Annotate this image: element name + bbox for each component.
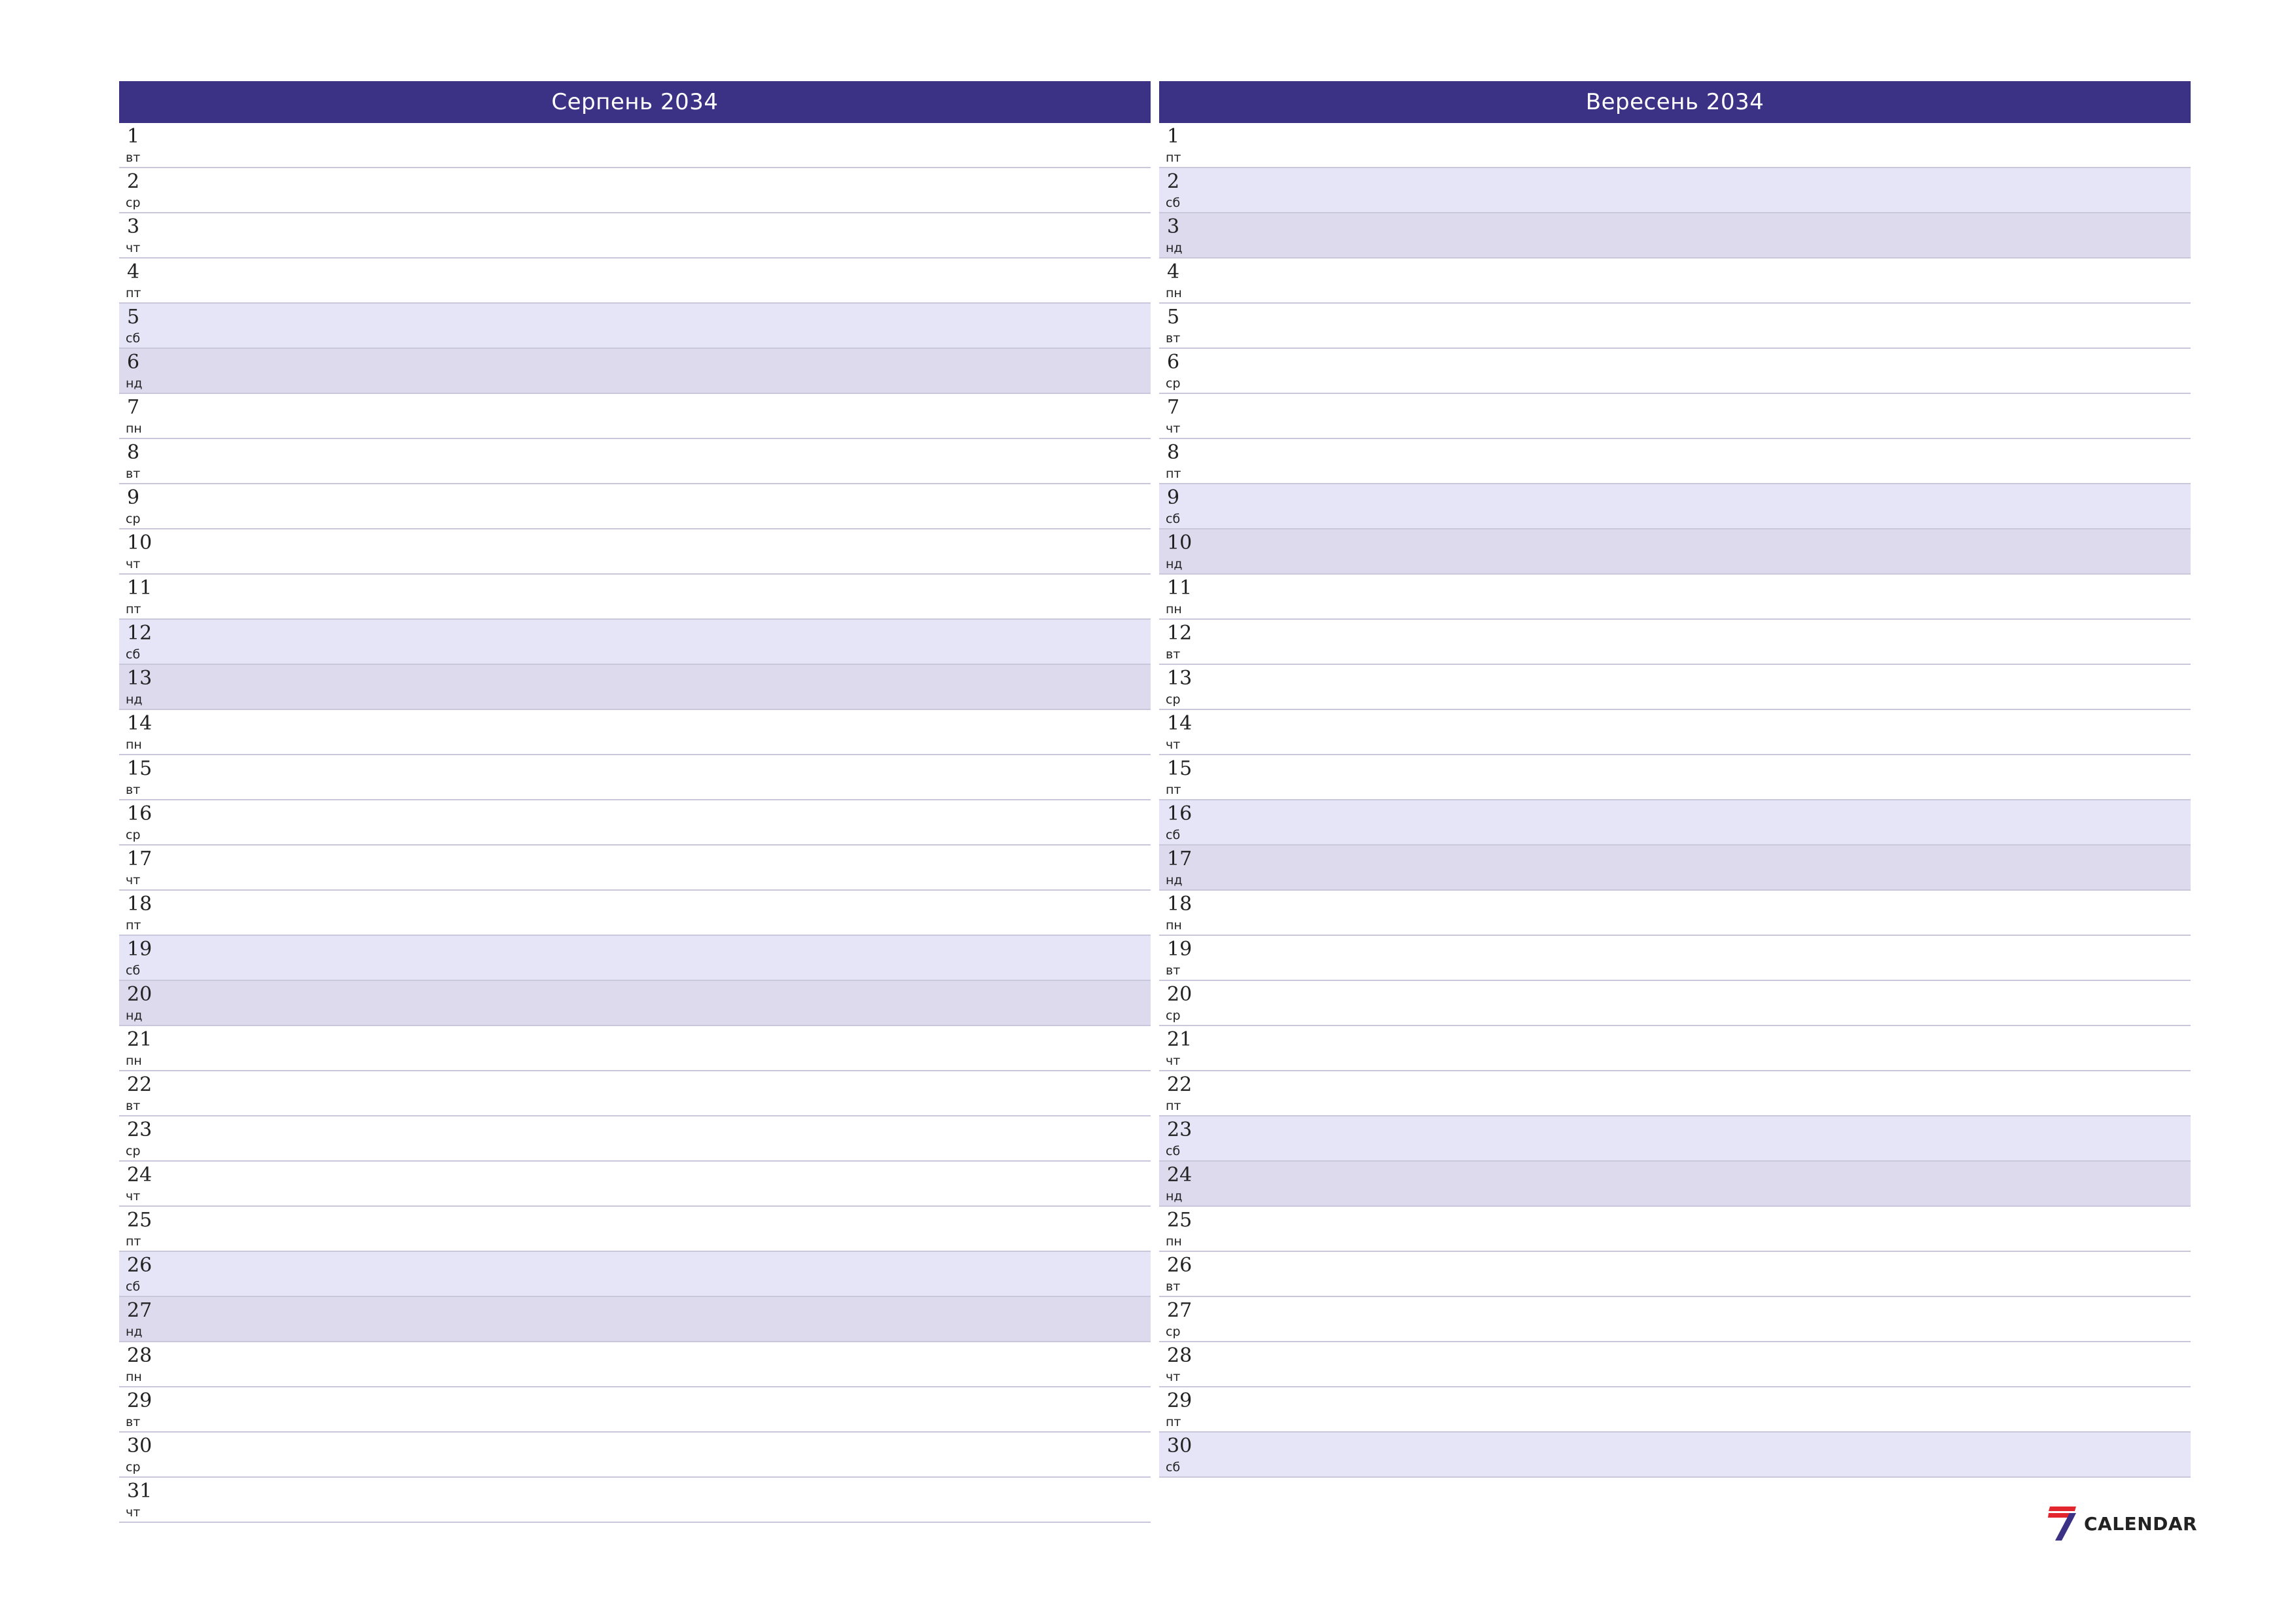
weekday-label: ср xyxy=(126,1144,141,1158)
weekday-label: пн xyxy=(126,738,142,752)
day-row xyxy=(1159,1162,2191,1207)
weekday-label: сб xyxy=(1166,1460,1181,1474)
day-list xyxy=(1159,123,2191,1478)
day-number: 23 xyxy=(127,1118,152,1141)
day-number: 13 xyxy=(127,667,152,690)
day-number: 21 xyxy=(1167,1028,1193,1051)
day-number: 18 xyxy=(127,893,152,916)
weekday-label: сб xyxy=(1166,196,1181,210)
day-row xyxy=(1159,1342,2191,1387)
day-row xyxy=(1159,1433,2191,1478)
weekday-label: пн xyxy=(126,421,142,436)
day-number: 29 xyxy=(1167,1389,1193,1412)
weekday-label: чт xyxy=(126,1505,141,1520)
day-row xyxy=(1159,1297,2191,1342)
day-number: 20 xyxy=(1167,983,1193,1006)
weekday-label: чт xyxy=(1166,738,1181,752)
weekday-label: чт xyxy=(126,1189,141,1204)
weekday-label: пн xyxy=(126,1054,142,1068)
day-row xyxy=(119,168,1151,213)
day-row xyxy=(1159,891,2191,936)
day-row xyxy=(1159,800,2191,846)
day-number: 26 xyxy=(1167,1254,1193,1277)
day-row xyxy=(1159,981,2191,1026)
day-row xyxy=(119,259,1151,304)
weekday-label: сб xyxy=(126,331,141,346)
weekday-label: сб xyxy=(1166,828,1181,842)
day-row xyxy=(1159,349,2191,394)
day-number: 12 xyxy=(127,622,152,645)
day-row xyxy=(119,439,1151,484)
day-number: 31 xyxy=(127,1480,152,1503)
day-row xyxy=(1159,1116,2191,1162)
day-row xyxy=(1159,394,2191,439)
day-number: 4 xyxy=(127,260,140,283)
day-row xyxy=(1159,1252,2191,1297)
day-row xyxy=(1159,710,2191,755)
day-number: 18 xyxy=(1167,893,1193,916)
day-number: 1 xyxy=(127,125,140,148)
day-number: 24 xyxy=(127,1164,152,1186)
day-row xyxy=(1159,620,2191,665)
day-number: 10 xyxy=(1167,531,1193,554)
day-row xyxy=(1159,575,2191,620)
day-row xyxy=(1159,213,2191,259)
day-row xyxy=(119,1387,1151,1433)
day-row xyxy=(119,665,1151,710)
day-row xyxy=(1159,123,2191,168)
day-row xyxy=(119,800,1151,846)
day-number: 8 xyxy=(127,441,140,464)
weekday-label: сб xyxy=(126,963,141,978)
day-number: 19 xyxy=(127,938,152,961)
weekday-label: нд xyxy=(1166,1189,1183,1204)
weekday-label: пт xyxy=(126,286,141,300)
day-number: 6 xyxy=(127,351,140,374)
day-row xyxy=(1159,665,2191,710)
weekday-label: сб xyxy=(126,647,141,662)
day-row xyxy=(119,846,1151,891)
day-row xyxy=(1159,259,2191,304)
weekday-label: сб xyxy=(1166,512,1181,526)
day-number: 22 xyxy=(127,1073,152,1096)
day-row xyxy=(1159,439,2191,484)
day-row xyxy=(1159,1071,2191,1116)
day-number: 17 xyxy=(127,847,152,870)
day-number: 7 xyxy=(127,396,140,419)
day-row xyxy=(119,1297,1151,1342)
day-row xyxy=(119,575,1151,620)
seven-logo-icon xyxy=(2047,1505,2077,1542)
weekday-label: чт xyxy=(126,873,141,887)
weekday-label: вт xyxy=(1166,331,1181,346)
day-row xyxy=(1159,846,2191,891)
weekday-label: нд xyxy=(1166,873,1183,887)
day-number: 8 xyxy=(1167,441,1180,464)
day-row xyxy=(119,1071,1151,1116)
day-row xyxy=(119,1162,1151,1207)
day-number: 9 xyxy=(1167,486,1180,509)
day-number: 6 xyxy=(1167,351,1180,374)
weekday-label: вт xyxy=(126,1099,141,1113)
day-number: 26 xyxy=(127,1254,152,1277)
weekday-label: пн xyxy=(1166,286,1182,300)
weekday-label: пт xyxy=(126,918,141,933)
day-row xyxy=(119,213,1151,259)
weekday-label: пт xyxy=(1166,783,1181,797)
weekday-label: вт xyxy=(126,783,141,797)
weekday-label: пт xyxy=(1166,467,1181,481)
weekday-label: нд xyxy=(1166,557,1183,571)
day-row xyxy=(119,710,1151,755)
day-number: 25 xyxy=(127,1209,152,1232)
weekday-label: пт xyxy=(126,1234,141,1249)
day-row xyxy=(119,936,1151,981)
day-row xyxy=(119,1207,1151,1252)
day-number: 19 xyxy=(1167,938,1193,961)
day-number: 3 xyxy=(1167,215,1180,238)
day-number: 21 xyxy=(127,1028,152,1051)
weekday-label: пн xyxy=(1166,602,1182,616)
weekday-label: сб xyxy=(1166,1144,1181,1158)
day-number: 2 xyxy=(127,170,140,193)
day-number: 2 xyxy=(1167,170,1180,193)
month-august xyxy=(119,81,1151,1523)
day-number: 14 xyxy=(127,712,152,735)
weekday-label: чт xyxy=(1166,421,1181,436)
day-number: 15 xyxy=(127,757,152,780)
day-row xyxy=(1159,484,2191,529)
day-number: 24 xyxy=(1167,1164,1193,1186)
weekday-label: вт xyxy=(126,1415,141,1429)
day-row xyxy=(119,529,1151,575)
day-row xyxy=(119,123,1151,168)
day-row xyxy=(1159,529,2191,575)
day-number: 10 xyxy=(127,531,152,554)
weekday-label: ср xyxy=(1166,1325,1181,1339)
weekday-label: вт xyxy=(126,151,141,165)
weekday-label: чт xyxy=(1166,1054,1181,1068)
month-header: Вересень 2034 xyxy=(1159,81,2191,123)
weekday-label: вт xyxy=(126,467,141,481)
day-number: 15 xyxy=(1167,757,1193,780)
weekday-label: пт xyxy=(126,602,141,616)
day-number: 16 xyxy=(1167,802,1193,825)
day-row xyxy=(1159,1026,2191,1071)
day-number: 20 xyxy=(127,983,152,1006)
weekday-label: ср xyxy=(126,828,141,842)
weekday-label: ср xyxy=(126,512,141,526)
weekday-label: ср xyxy=(1166,692,1181,707)
day-row xyxy=(1159,304,2191,349)
day-number: 28 xyxy=(1167,1344,1193,1367)
day-row xyxy=(1159,1387,2191,1433)
day-row xyxy=(119,304,1151,349)
weekday-label: нд xyxy=(126,376,143,391)
month-september xyxy=(1159,81,2191,1478)
weekday-label: пн xyxy=(1166,918,1182,933)
logo-text: CALENDAR xyxy=(2084,1512,2198,1535)
day-number: 14 xyxy=(1167,712,1193,735)
day-number: 11 xyxy=(127,577,152,599)
day-row xyxy=(119,1478,1151,1523)
day-row xyxy=(119,1116,1151,1162)
day-number: 1 xyxy=(1167,125,1180,148)
weekday-label: вт xyxy=(1166,647,1181,662)
day-number: 13 xyxy=(1167,667,1193,690)
day-row xyxy=(119,755,1151,800)
weekday-label: пн xyxy=(126,1370,142,1384)
day-row xyxy=(119,1342,1151,1387)
weekday-label: нд xyxy=(1166,241,1183,255)
day-number: 7 xyxy=(1167,396,1180,419)
day-number: 30 xyxy=(127,1435,152,1457)
weekday-label: нд xyxy=(126,1325,143,1339)
day-number: 11 xyxy=(1167,577,1193,599)
day-row xyxy=(119,1026,1151,1071)
day-number: 25 xyxy=(1167,1209,1193,1232)
day-number: 3 xyxy=(127,215,140,238)
day-row xyxy=(1159,755,2191,800)
day-number: 27 xyxy=(127,1299,152,1322)
day-number: 30 xyxy=(1167,1435,1193,1457)
weekday-label: пт xyxy=(1166,151,1181,165)
day-number: 12 xyxy=(1167,622,1193,645)
day-row xyxy=(1159,1207,2191,1252)
weekday-label: пт xyxy=(1166,1099,1181,1113)
day-row xyxy=(119,891,1151,936)
weekday-label: ср xyxy=(126,196,141,210)
day-number: 9 xyxy=(127,486,140,509)
day-list xyxy=(119,123,1151,1523)
weekday-label: вт xyxy=(1166,963,1181,978)
day-number: 16 xyxy=(127,802,152,825)
day-number: 5 xyxy=(127,306,140,329)
day-number: 29 xyxy=(127,1389,152,1412)
day-row xyxy=(119,1433,1151,1478)
day-row xyxy=(119,394,1151,439)
day-number: 4 xyxy=(1167,260,1180,283)
calendar-logo xyxy=(2047,1505,2197,1542)
day-number: 22 xyxy=(1167,1073,1193,1096)
day-row xyxy=(119,349,1151,394)
weekday-label: нд xyxy=(126,692,143,707)
day-row xyxy=(119,981,1151,1026)
day-number: 28 xyxy=(127,1344,152,1367)
day-number: 23 xyxy=(1167,1118,1193,1141)
day-row xyxy=(119,484,1151,529)
day-number: 27 xyxy=(1167,1299,1193,1322)
day-number: 5 xyxy=(1167,306,1180,329)
weekday-label: пн xyxy=(1166,1234,1182,1249)
weekday-label: ср xyxy=(1166,376,1181,391)
day-row xyxy=(119,1252,1151,1297)
month-header: Серпень 2034 xyxy=(119,81,1151,123)
weekday-label: чт xyxy=(126,241,141,255)
day-row xyxy=(119,620,1151,665)
weekday-label: вт xyxy=(1166,1279,1181,1294)
day-row xyxy=(1159,936,2191,981)
weekday-label: ср xyxy=(126,1460,141,1474)
weekday-label: нд xyxy=(126,1008,143,1023)
weekday-label: чт xyxy=(1166,1370,1181,1384)
weekday-label: сб xyxy=(126,1279,141,1294)
day-number: 17 xyxy=(1167,847,1193,870)
weekday-label: чт xyxy=(126,557,141,571)
weekday-label: ср xyxy=(1166,1008,1181,1023)
weekday-label: пт xyxy=(1166,1415,1181,1429)
day-row xyxy=(1159,168,2191,213)
